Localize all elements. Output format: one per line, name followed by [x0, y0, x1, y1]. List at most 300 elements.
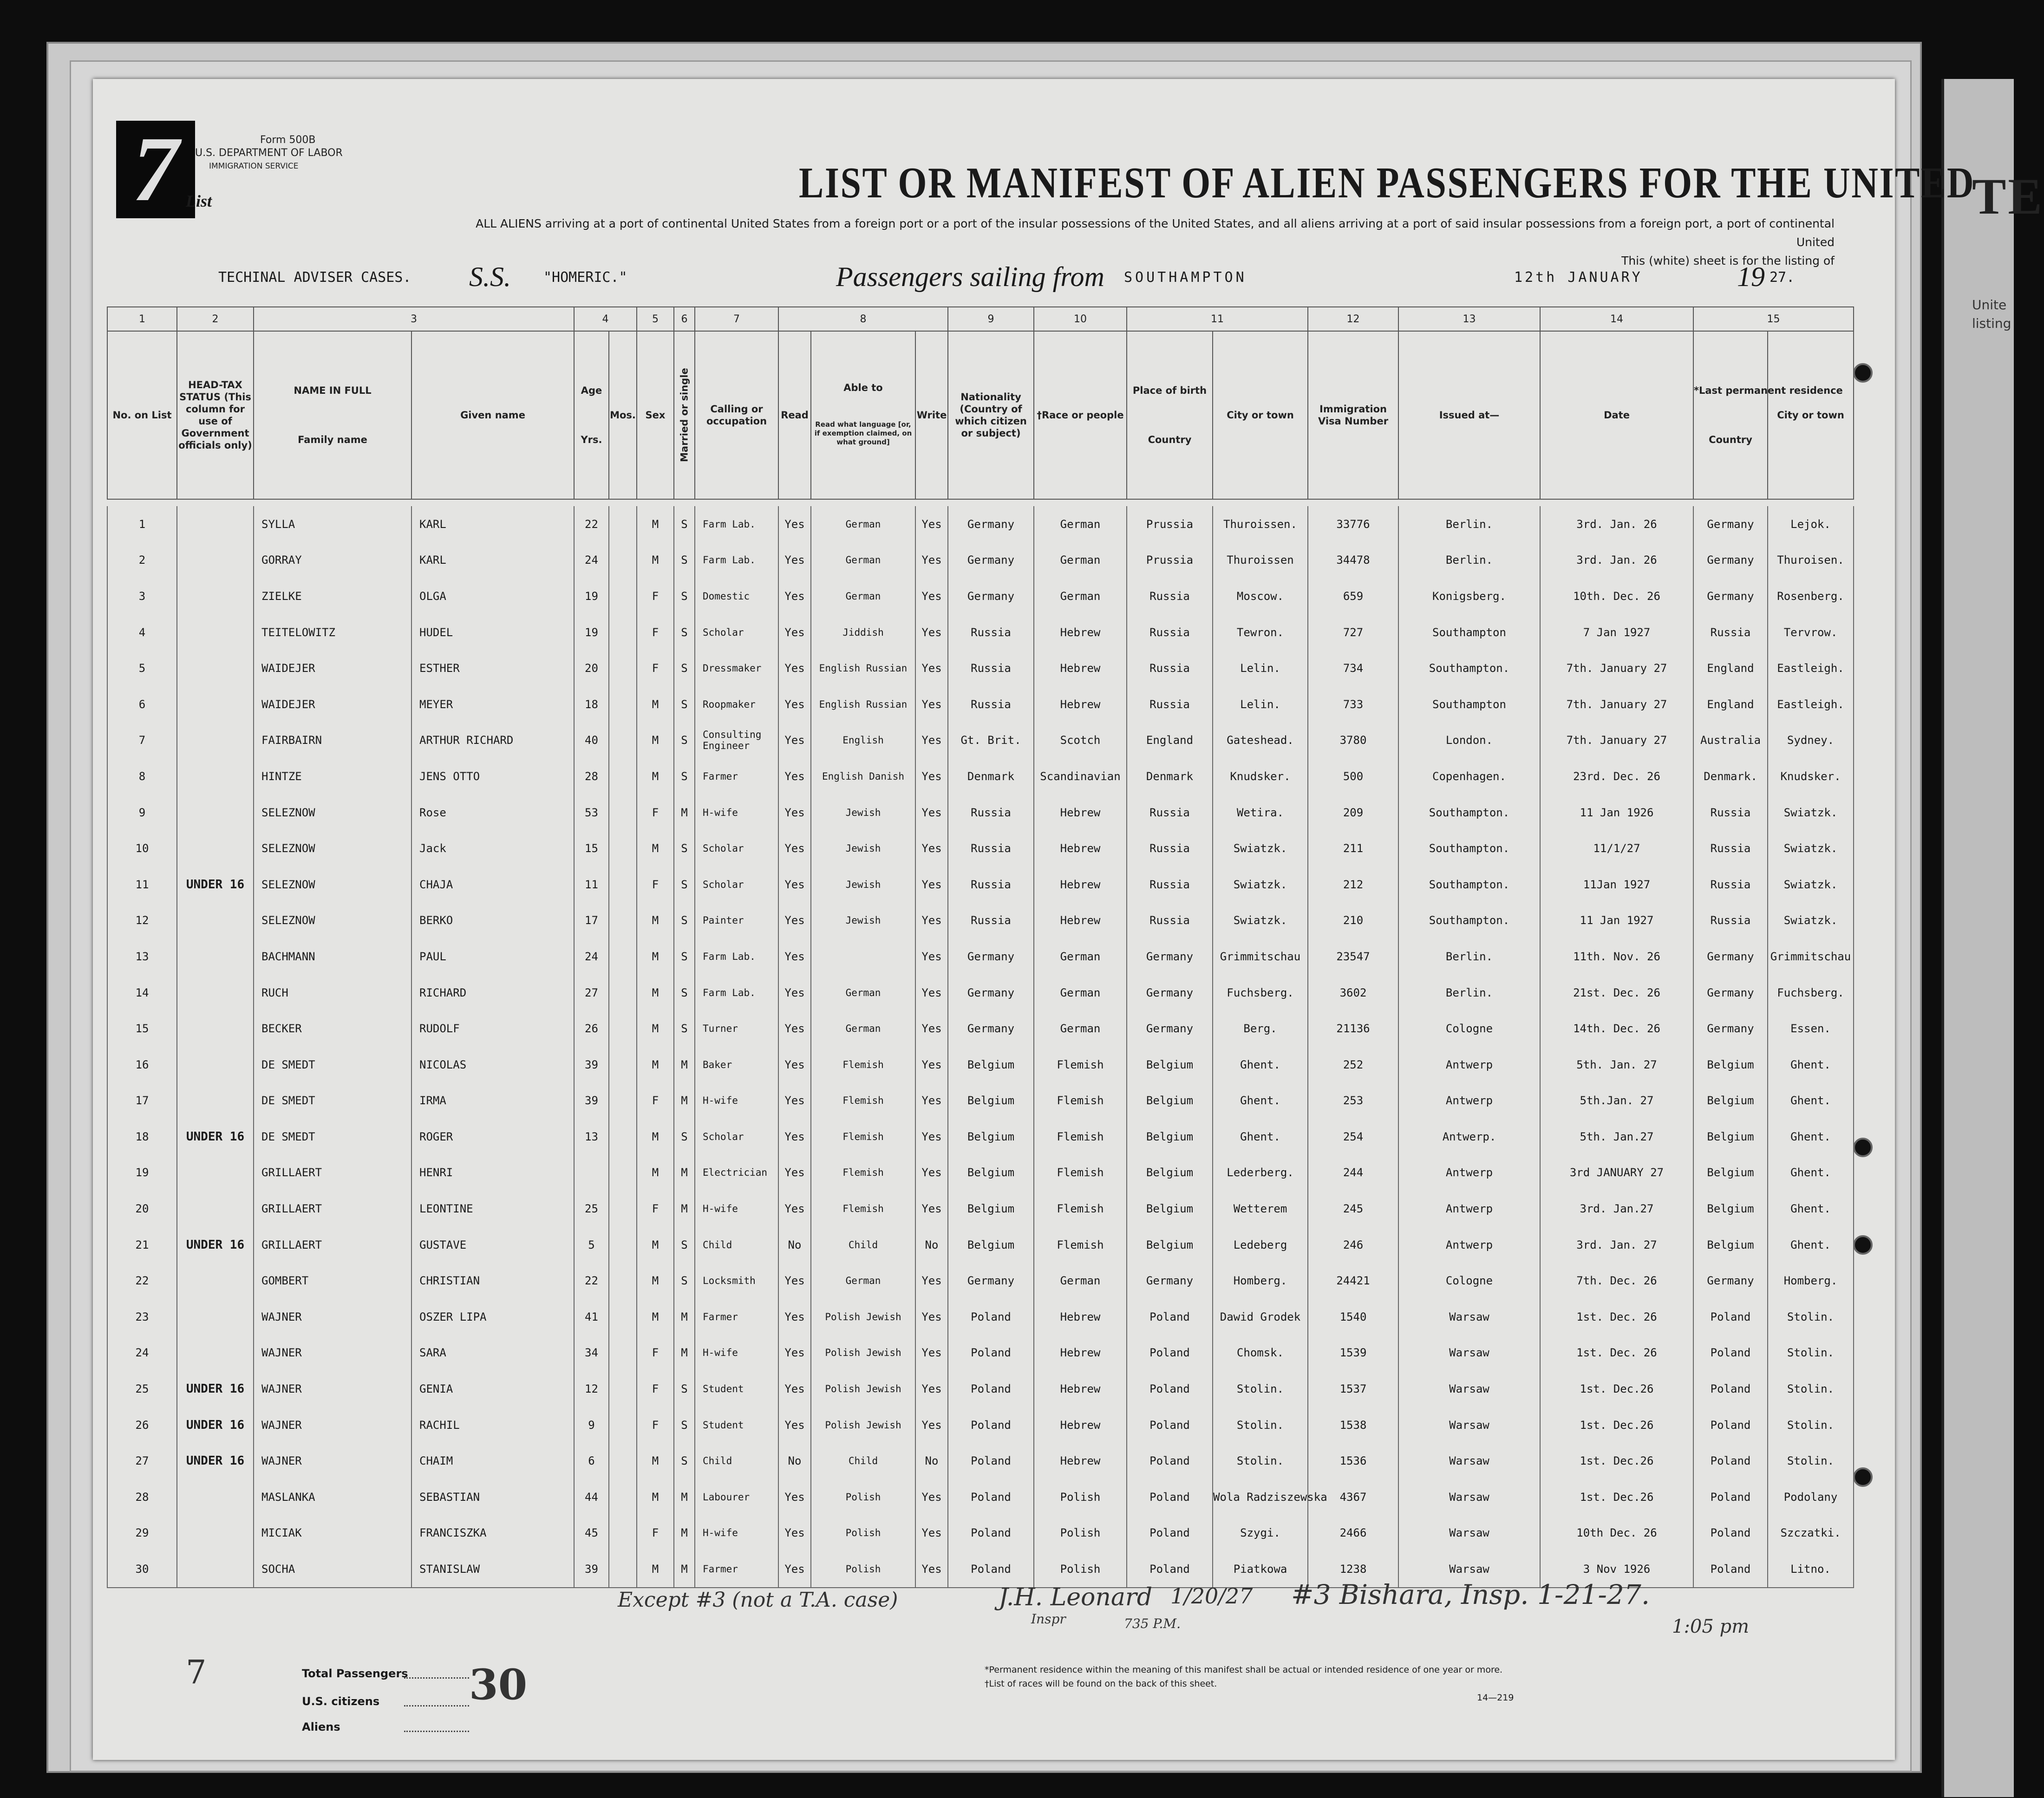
- occupation: H-wife: [695, 1335, 778, 1371]
- race: Hebrew: [1034, 686, 1127, 723]
- table-row: [107, 938, 1854, 975]
- race: German: [1034, 542, 1127, 579]
- can-read: Yes: [778, 723, 811, 759]
- age-years: 28: [574, 758, 609, 795]
- given-name: CHAIM: [411, 1443, 574, 1479]
- age-years: 19: [574, 578, 609, 614]
- age-years: 17: [574, 903, 609, 939]
- col-res-country-text: Country: [1709, 434, 1752, 445]
- visa-number: 1536: [1308, 1443, 1398, 1479]
- family-name: TEITELOWITZ: [254, 614, 411, 651]
- marital-status: S: [674, 1119, 695, 1155]
- age-years: 18: [574, 686, 609, 723]
- race: German: [1034, 975, 1127, 1011]
- visa-issued-at: Warsaw: [1398, 1335, 1540, 1371]
- birth-country: Belgium: [1127, 1119, 1213, 1155]
- age-years: 44: [574, 1479, 609, 1515]
- visa-date: 3rd. Jan. 26: [1540, 506, 1693, 542]
- can-write: Yes: [915, 578, 948, 614]
- table-row: [107, 542, 1854, 579]
- sex: M: [637, 1047, 674, 1083]
- race: German: [1034, 506, 1127, 542]
- residence-city: Ghent.: [1768, 1119, 1854, 1155]
- visa-date: 7 Jan 1927: [1540, 614, 1693, 651]
- residence-country: Belgium: [1693, 1227, 1768, 1263]
- nationality: Germany: [948, 578, 1034, 614]
- birth-country: Belgium: [1127, 1155, 1213, 1191]
- visa-date: 11/1/27: [1540, 830, 1693, 866]
- row-number: 22: [107, 1263, 177, 1299]
- col-language-label: [811, 331, 915, 499]
- can-write: Yes: [915, 975, 948, 1011]
- birth-country: Poland: [1127, 1299, 1213, 1335]
- headtax-status: [177, 758, 254, 795]
- residence-country: Germany: [1693, 1263, 1768, 1299]
- birth-city: Grimmitschau: [1213, 938, 1308, 975]
- passenger-rows: [107, 506, 1854, 1588]
- inspection-time: 735 P.M.: [1124, 1616, 1181, 1631]
- age-years: 9: [574, 1407, 609, 1443]
- table-row: [107, 758, 1854, 795]
- family-name: FAIRBAIRN: [254, 723, 411, 759]
- race: Flemish: [1034, 1191, 1127, 1227]
- headtax-status: [177, 578, 254, 614]
- column-number: 7: [695, 307, 778, 331]
- can-read: Yes: [778, 542, 811, 579]
- marital-status: S: [674, 1371, 695, 1407]
- birth-city: Ghent.: [1213, 1047, 1308, 1083]
- visa-number: 246: [1308, 1227, 1398, 1263]
- sex: F: [637, 866, 674, 903]
- nationality: Russia: [948, 650, 1034, 686]
- headtax-status: [177, 1155, 254, 1191]
- can-write: No: [915, 1227, 948, 1263]
- language: Child: [811, 1443, 915, 1479]
- can-read: Yes: [778, 1155, 811, 1191]
- row-number: 10: [107, 830, 177, 866]
- col-yrs-label: Yrs.: [581, 434, 602, 445]
- row-number: 14: [107, 975, 177, 1011]
- col-res-city-label: City or town: [1768, 331, 1854, 499]
- age-months: [609, 1191, 637, 1227]
- occupation: Baker: [695, 1047, 778, 1083]
- birth-country: Prussia: [1127, 542, 1213, 579]
- list-word: List: [186, 192, 212, 210]
- visa-issued-at: Konigsberg.: [1398, 578, 1540, 614]
- age-months: [609, 1010, 637, 1047]
- can-read: Yes: [778, 1407, 811, 1443]
- table-row: [107, 1191, 1854, 1227]
- dotted-leader: [404, 1677, 469, 1679]
- headtax-status: [177, 1479, 254, 1515]
- col-mos-label: Mos.: [609, 331, 637, 499]
- table-row: [107, 975, 1854, 1011]
- visa-issued-at: Southampton: [1398, 614, 1540, 651]
- can-write: Yes: [915, 1191, 948, 1227]
- col-calling-label: Calling or occupation: [695, 331, 778, 499]
- occupation: Labourer: [695, 1479, 778, 1515]
- col-given-label: Given name: [411, 331, 574, 499]
- birth-city: Berg.: [1213, 1010, 1308, 1047]
- language: Jewish: [811, 866, 915, 903]
- age-months: [609, 1407, 637, 1443]
- nationality: Poland: [948, 1551, 1034, 1588]
- can-read: Yes: [778, 1263, 811, 1299]
- family-name: HINTZE: [254, 758, 411, 795]
- birth-country: Belgium: [1127, 1083, 1213, 1119]
- sex: F: [637, 1083, 674, 1119]
- headtax-status: [177, 1010, 254, 1047]
- visa-number: 1540: [1308, 1299, 1398, 1335]
- adjacent-page-heading: TE: [1972, 168, 2044, 225]
- row-number: 1: [107, 506, 177, 542]
- can-write: Yes: [915, 938, 948, 975]
- visa-number: 3780: [1308, 723, 1398, 759]
- language: Child: [811, 1227, 915, 1263]
- age-months: [609, 723, 637, 759]
- age-years: 24: [574, 938, 609, 975]
- language: English: [811, 723, 915, 759]
- adjacent-page-strip: [1941, 79, 2044, 1797]
- language: German: [811, 578, 915, 614]
- visa-number: 2466: [1308, 1515, 1398, 1551]
- adjacent-page-line2: listing: [1972, 316, 2011, 331]
- visa-date: 1st. Dec. 26: [1540, 1299, 1693, 1335]
- language: German: [811, 1010, 915, 1047]
- visa-number: 33776: [1308, 506, 1398, 542]
- can-write: Yes: [915, 903, 948, 939]
- row-number: 16: [107, 1047, 177, 1083]
- birth-country: Russia: [1127, 903, 1213, 939]
- row-number: 6: [107, 686, 177, 723]
- sailing-date: 12th JANUARY: [1514, 269, 1643, 286]
- visa-number: 1238: [1308, 1551, 1398, 1588]
- headtax-status: [177, 938, 254, 975]
- visa-number: 734: [1308, 650, 1398, 686]
- sex: M: [637, 1479, 674, 1515]
- family-name: GRILLAERT: [254, 1155, 411, 1191]
- residence-city: Swiatzk.: [1768, 795, 1854, 831]
- birth-country: Germany: [1127, 1010, 1213, 1047]
- birth-city: Moscow.: [1213, 578, 1308, 614]
- residence-country: Russia: [1693, 614, 1768, 651]
- birth-city: Stolin.: [1213, 1443, 1308, 1479]
- can-write: Yes: [915, 795, 948, 831]
- given-name: JENS OTTO: [411, 758, 574, 795]
- residence-city: Litno.: [1768, 1551, 1854, 1588]
- residence-country: Russia: [1693, 903, 1768, 939]
- headtax-status: [177, 795, 254, 831]
- residence-city: Eastleigh.: [1768, 650, 1854, 686]
- can-read: Yes: [778, 903, 811, 939]
- given-name: GUSTAVE: [411, 1227, 574, 1263]
- occupation: H-wife: [695, 1191, 778, 1227]
- occupation: H-wife: [695, 1515, 778, 1551]
- col-family-label: [254, 331, 411, 499]
- can-write: Yes: [915, 1010, 948, 1047]
- table-row: [107, 1227, 1854, 1263]
- visa-number: 4367: [1308, 1479, 1398, 1515]
- family-name: SELEZNOW: [254, 830, 411, 866]
- age-years: 39: [574, 1551, 609, 1588]
- age-months: [609, 506, 637, 542]
- sex: F: [637, 614, 674, 651]
- headtax-status: [177, 723, 254, 759]
- sex: M: [637, 723, 674, 759]
- table-row: [107, 686, 1854, 723]
- form-code: 14—219: [1477, 1693, 1514, 1703]
- age-years: 53: [574, 795, 609, 831]
- age-months: [609, 795, 637, 831]
- age-months: [609, 686, 637, 723]
- language: Flemish: [811, 1047, 915, 1083]
- family-name: DE SMEDT: [254, 1119, 411, 1155]
- visa-number: 210: [1308, 903, 1398, 939]
- visa-date: 7th. Dec. 26: [1540, 1263, 1693, 1299]
- can-read: Yes: [778, 1335, 811, 1371]
- column-number: 5: [637, 307, 674, 331]
- residence-country: Denmark.: [1693, 758, 1768, 795]
- visa-number: 244: [1308, 1155, 1398, 1191]
- intro-text: [474, 215, 1835, 270]
- occupation: Scholar: [695, 1119, 778, 1155]
- can-write: Yes: [915, 1551, 948, 1588]
- total-passengers-label: Total Passengers: [302, 1667, 408, 1680]
- inspector-title: Inspr: [1031, 1611, 1066, 1627]
- row-number: 25: [107, 1371, 177, 1407]
- form-block: [195, 134, 343, 173]
- race: Polish: [1034, 1551, 1127, 1588]
- exception-note: Except #3 (not a T.A. case): [618, 1588, 898, 1612]
- residence-city: Swiatzk.: [1768, 830, 1854, 866]
- can-read: Yes: [778, 938, 811, 975]
- row-number: 2: [107, 542, 177, 579]
- language: Flemish: [811, 1083, 915, 1119]
- year: 27.: [1770, 269, 1795, 286]
- table-row: [107, 1010, 1854, 1047]
- visa-issued-at: Southampton: [1398, 686, 1540, 723]
- occupation: Scholar: [695, 614, 778, 651]
- headtax-status: [177, 1191, 254, 1227]
- residence-city: Essen.: [1768, 1010, 1854, 1047]
- residence-country: Belgium: [1693, 1083, 1768, 1119]
- birth-city: Thuroissen.: [1213, 506, 1308, 542]
- language: English Danish: [811, 758, 915, 795]
- residence-country: Germany: [1693, 975, 1768, 1011]
- row-number: 28: [107, 1479, 177, 1515]
- column-number: 3: [254, 307, 574, 331]
- age-years: 11: [574, 866, 609, 903]
- given-name: ROGER: [411, 1119, 574, 1155]
- col-age-yrs-label: [574, 331, 609, 499]
- table-row: [107, 578, 1854, 614]
- table-row: [107, 1515, 1854, 1551]
- can-write: Yes: [915, 1083, 948, 1119]
- departure-port: SOUTHAMPTON: [1124, 269, 1247, 286]
- us-citizens-label: U.S. citizens: [302, 1695, 380, 1708]
- can-write: Yes: [915, 1299, 948, 1335]
- row-number: 23: [107, 1299, 177, 1335]
- language: Polish Jewish: [811, 1335, 915, 1371]
- residence-city: Sydney.: [1768, 723, 1854, 759]
- visa-date: 1st. Dec.26: [1540, 1443, 1693, 1479]
- passenger-table: [107, 506, 1854, 1588]
- nationality: Germany: [948, 1263, 1034, 1299]
- visa-issued-at: Antwerp.: [1398, 1119, 1540, 1155]
- occupation: Farmer: [695, 1551, 778, 1588]
- visa-date: 3rd. Jan. 26: [1540, 542, 1693, 579]
- visa-number: 733: [1308, 686, 1398, 723]
- intro-line-1: ALL ALIENS arriving at a port of continental United States from a foreign port or a port of the insular possessions of the United States, and all aliens arriving at a port of said insular possessions from a foreign port, a port of continental United: [476, 217, 1835, 249]
- marital-status: S: [674, 866, 695, 903]
- marital-status: S: [674, 650, 695, 686]
- race: Hebrew: [1034, 1407, 1127, 1443]
- table-row: [107, 1119, 1854, 1155]
- column-number: 14: [1540, 307, 1693, 331]
- birth-city: Swiatzk.: [1213, 866, 1308, 903]
- visa-number: 3602: [1308, 975, 1398, 1011]
- col-nationality-label: Nationality (Country of which citizen or subject): [948, 331, 1034, 499]
- family-name: WAIDEJER: [254, 686, 411, 723]
- given-name: HUDEL: [411, 614, 574, 651]
- age-months: [609, 1155, 637, 1191]
- can-read: Yes: [778, 650, 811, 686]
- can-write: Yes: [915, 1371, 948, 1407]
- given-name: IRMA: [411, 1083, 574, 1119]
- page-title: LIST OR MANIFEST OF ALIEN PASSENGERS FOR THE UNITED: [799, 159, 1975, 207]
- sex: M: [637, 506, 674, 542]
- visa-issued-at: Berlin.: [1398, 938, 1540, 975]
- occupation: Farmer: [695, 1299, 778, 1335]
- birth-city: Swiatzk.: [1213, 830, 1308, 866]
- age-years: 6: [574, 1443, 609, 1479]
- residence-country: Poland: [1693, 1551, 1768, 1588]
- birth-country: Russia: [1127, 795, 1213, 831]
- sex: F: [637, 650, 674, 686]
- visa-number: 727: [1308, 614, 1398, 651]
- given-name: STANISLAW: [411, 1551, 574, 1588]
- visa-date: 5th.Jan. 27: [1540, 1083, 1693, 1119]
- visa-date: 1st. Dec. 26: [1540, 1335, 1693, 1371]
- given-name: KARL: [411, 542, 574, 579]
- nationality: Poland: [948, 1335, 1034, 1371]
- birth-country: Russia: [1127, 830, 1213, 866]
- nationality: Poland: [948, 1371, 1034, 1407]
- birth-country: Germany: [1127, 1263, 1213, 1299]
- age-months: [609, 866, 637, 903]
- residence-city: Ghent.: [1768, 1083, 1854, 1119]
- sex: M: [637, 686, 674, 723]
- given-name: RICHARD: [411, 975, 574, 1011]
- given-name: BERKO: [411, 903, 574, 939]
- form-number: Form 500B: [260, 134, 316, 146]
- age-months: [609, 1443, 637, 1479]
- residence-city: Ghent.: [1768, 1191, 1854, 1227]
- visa-number: 245: [1308, 1191, 1398, 1227]
- column-number: 1: [107, 307, 177, 331]
- given-name: Rose: [411, 795, 574, 831]
- residence-country: Poland: [1693, 1479, 1768, 1515]
- punch-hole: [1853, 1138, 1873, 1157]
- sex: M: [637, 1119, 674, 1155]
- marital-status: S: [674, 542, 695, 579]
- given-name: ESTHER: [411, 650, 574, 686]
- headtax-status: [177, 830, 254, 866]
- headtax-status: [177, 1047, 254, 1083]
- residence-city: Podolany: [1768, 1479, 1854, 1515]
- table-row: [107, 903, 1854, 939]
- visa-number: 1538: [1308, 1407, 1398, 1443]
- nationality: Belgium: [948, 1155, 1034, 1191]
- age-months: [609, 903, 637, 939]
- residence-country: Belgium: [1693, 1119, 1768, 1155]
- family-name: BACHMANN: [254, 938, 411, 975]
- given-name: PAUL: [411, 938, 574, 975]
- family-name: GORRAY: [254, 542, 411, 579]
- birth-country: Russia: [1127, 866, 1213, 903]
- col-date-label: Date: [1540, 331, 1693, 499]
- age-months: [609, 542, 637, 579]
- given-name: RUDOLF: [411, 1010, 574, 1047]
- visa-number: 212: [1308, 866, 1398, 903]
- age-months: [609, 1299, 637, 1335]
- birth-city: Piatkowa: [1213, 1551, 1308, 1588]
- visa-number: 211: [1308, 830, 1398, 866]
- residence-country: Belgium: [1693, 1047, 1768, 1083]
- col-age-label: Age: [581, 385, 602, 396]
- row-number: 17: [107, 1083, 177, 1119]
- birth-country: Germany: [1127, 938, 1213, 975]
- row-number: 9: [107, 795, 177, 831]
- language: Jewish: [811, 795, 915, 831]
- nationality: Poland: [948, 1515, 1034, 1551]
- visa-date: 11Jan 1927: [1540, 866, 1693, 903]
- occupation: Student: [695, 1371, 778, 1407]
- can-write: Yes: [915, 758, 948, 795]
- visa-date: 7th. January 27: [1540, 723, 1693, 759]
- given-name: SARA: [411, 1335, 574, 1371]
- table-row: [107, 506, 1854, 542]
- nationality: Russia: [948, 830, 1034, 866]
- marital-status: S: [674, 578, 695, 614]
- birth-country: Belgium: [1127, 1191, 1213, 1227]
- headtax-status: [177, 542, 254, 579]
- col-birth-city-label: City or town: [1213, 331, 1308, 499]
- inspector-signature: J.H. Leonard: [999, 1583, 1152, 1611]
- occupation: Farm Lab.: [695, 975, 778, 1011]
- headtax-status: [177, 903, 254, 939]
- residence-country: England: [1693, 686, 1768, 723]
- race: German: [1034, 938, 1127, 975]
- column-number: 13: [1398, 307, 1540, 331]
- marital-status: M: [674, 1479, 695, 1515]
- race: Hebrew: [1034, 1299, 1127, 1335]
- nationality: Belgium: [948, 1227, 1034, 1263]
- age-years: 39: [574, 1083, 609, 1119]
- family-name: SYLLA: [254, 506, 411, 542]
- residence-country: Germany: [1693, 542, 1768, 579]
- headtax-status: UNDER 16: [177, 1407, 254, 1443]
- nationality: Poland: [948, 1443, 1034, 1479]
- headtax-status: [177, 650, 254, 686]
- birth-country: Russia: [1127, 578, 1213, 614]
- can-write: Yes: [915, 686, 948, 723]
- age-months: [609, 1083, 637, 1119]
- table-row: [107, 1479, 1854, 1515]
- visa-number: 659: [1308, 578, 1398, 614]
- family-name: DE SMEDT: [254, 1083, 411, 1119]
- can-read: Yes: [778, 1551, 811, 1588]
